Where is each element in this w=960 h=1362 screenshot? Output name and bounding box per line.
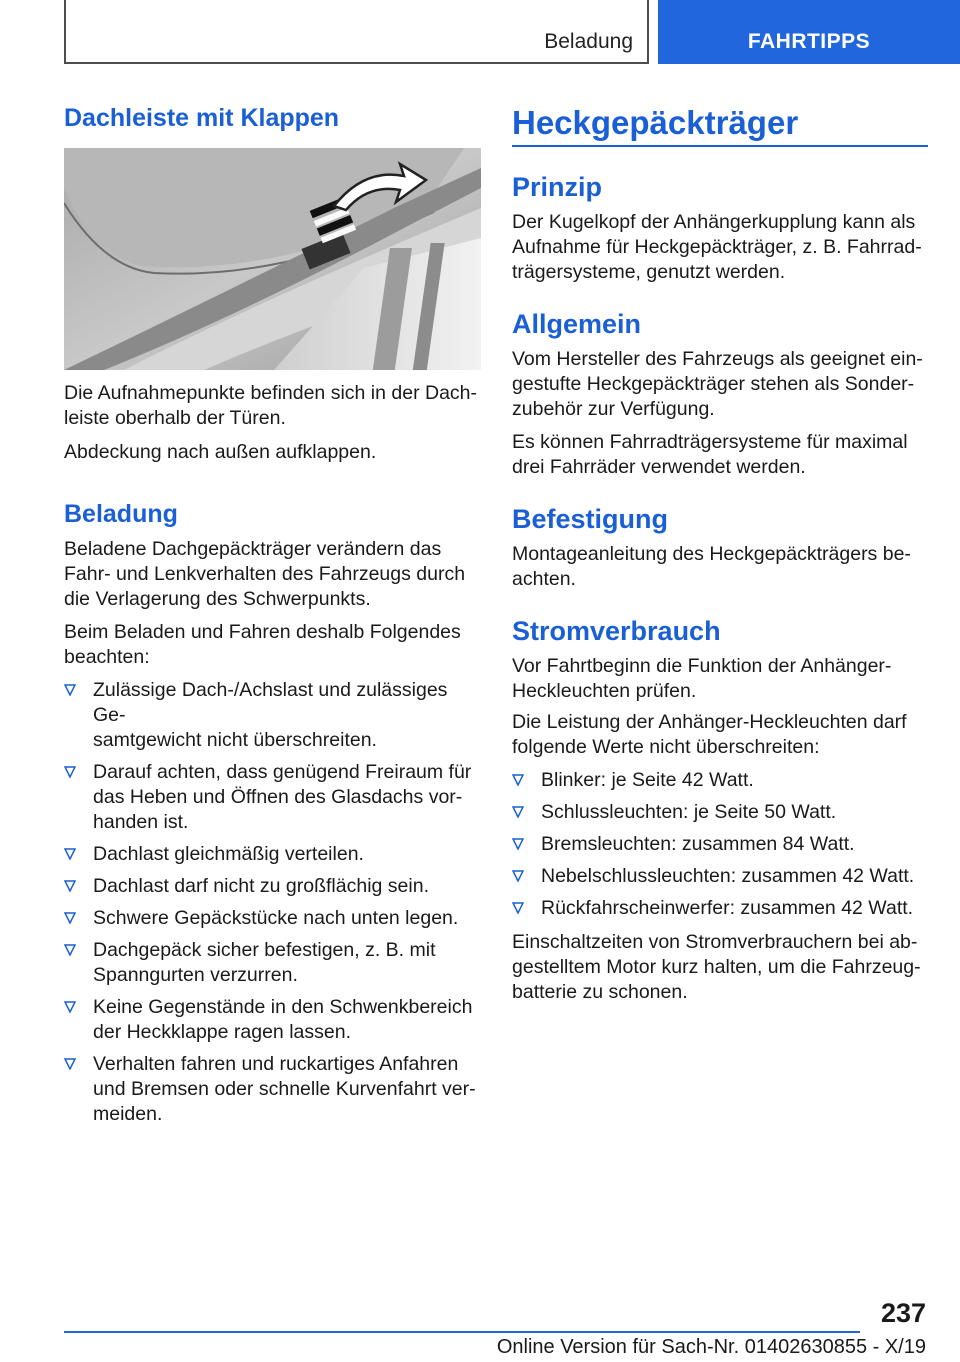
para-beim-beladen	[64, 620, 461, 670]
beladung-list	[64, 678, 484, 1134]
text-line: Rückfahrscheinwerfer: zusammen 42 Watt.	[541, 897, 914, 919]
text-line: trägersysteme, genutzt werden.	[512, 261, 786, 283]
triangle-bullet-icon	[64, 766, 76, 778]
triangle-bullet-icon	[512, 902, 524, 914]
text-line: Beim Beladen und Fahren deshalb Folgendes	[64, 621, 461, 643]
header-section-title: Beladung	[544, 30, 633, 53]
para-stromverbrauch	[512, 654, 891, 704]
heading-befestigung: Befestigung	[512, 504, 669, 534]
para-befestigung	[512, 542, 911, 592]
text-line: achten.	[512, 568, 576, 590]
text-line: Vom Hersteller des Fahrzeugs als geeignet ein-	[512, 348, 923, 370]
text-line: meiden.	[93, 1103, 163, 1125]
text-line: drei Fahrräder verwendet werden.	[512, 456, 806, 478]
text-line: Fahr- und Lenkverhalten des Fahrzeugs durch	[64, 563, 466, 585]
text-line: Vor Fahrtbeginn die Funktion der Anhänger-	[512, 655, 892, 677]
text-line: der Heckklappe ragen lassen.	[93, 1021, 351, 1043]
list-item	[512, 896, 930, 921]
header-section-box	[64, 0, 649, 64]
para-prinzip	[512, 210, 922, 285]
text-line: zubehör zur Verfügung.	[512, 398, 715, 420]
text-line: Schwere Gepäckstücke nach unten legen.	[93, 907, 459, 929]
text-line: Blinker: je Seite 42 Watt.	[541, 769, 754, 791]
text-line: Zulässige Dach-/Achslast und zulässiges Ge-	[93, 679, 448, 726]
para-aufnahmepunkte	[64, 381, 477, 431]
text-line: Keine Gegenstände in den Schwenkbereich	[93, 996, 473, 1018]
para-leistung	[512, 710, 907, 760]
text-line: und Bremsen oder schnelle Kurvenfahrt ver-	[93, 1078, 476, 1100]
heading-prinzip: Prinzip	[512, 172, 603, 202]
text-line: Dachgepäck sicher befestigen, z. B. mit	[93, 939, 436, 961]
text-line: folgende Werte nicht überschreiten:	[512, 736, 820, 758]
text-line: Verhalten fahren und ruckartiges Anfahren	[93, 1053, 459, 1075]
triangle-bullet-icon	[512, 838, 524, 850]
text-line: beachten:	[64, 646, 150, 668]
para-fahrradtraeger	[512, 430, 908, 480]
text-line: Die Leistung der Anhänger-Heckleuchten darf	[512, 711, 907, 733]
text-line: Spanngurten verzurren.	[93, 964, 298, 986]
footer-text: Online Version für Sach-Nr. 01402630855 - X/19	[496, 1336, 926, 1358]
list-item	[64, 842, 484, 867]
roof-rail-figure	[64, 148, 481, 370]
para-allgemein	[512, 347, 923, 422]
para-abdeckung: Abdeckung nach außen aufklappen.	[64, 441, 377, 463]
stromverbrauch-list	[512, 768, 930, 928]
text-line: gestelltem Motor kurz halten, um die Fahrzeug-	[512, 956, 921, 978]
list-item	[64, 906, 484, 931]
text-line: Schlussleuchten: je Seite 50 Watt.	[541, 801, 837, 823]
triangle-bullet-icon	[64, 944, 76, 956]
text-line: Es können Fahrradträgersysteme für maximal	[512, 431, 908, 453]
text-line: leiste oberhalb der Türen.	[64, 407, 286, 429]
text-line: Einschaltzeiten von Stromverbrauchern bei ab-	[512, 931, 918, 953]
text-line: Heckleuchten prüfen.	[512, 680, 697, 702]
triangle-bullet-icon	[64, 848, 76, 860]
text-line: Die Aufnahmepunkte befinden sich in der Dach-	[64, 382, 478, 404]
text-line: das Heben und Öffnen des Glasdachs vor-	[93, 786, 463, 808]
text-line: Bremsleuchten: zusammen 84 Watt.	[541, 833, 855, 855]
list-item	[64, 760, 484, 835]
header-chapter-tab: FAHRTIPPS	[658, 0, 960, 64]
text-line: Dachlast darf nicht zu großflächig sein.	[93, 875, 429, 897]
list-item	[64, 874, 484, 899]
list-item	[512, 800, 930, 825]
text-line: Montageanleitung des Heckgepäckträgers be-	[512, 543, 911, 565]
list-item	[64, 995, 484, 1045]
list-item	[512, 768, 930, 793]
triangle-bullet-icon	[512, 774, 524, 786]
text-line: Aufnahme für Heckgepäckträger, z. B. Fahrrad-	[512, 236, 922, 258]
para-einschaltzeiten	[512, 930, 921, 1005]
text-line: Darauf achten, dass genügend Freiraum für	[93, 761, 472, 783]
text-line: Beladene Dachgepäckträger verändern das	[64, 538, 442, 560]
triangle-bullet-icon	[64, 684, 76, 696]
heading-dachleiste: Dachleiste mit Klappen	[64, 104, 340, 132]
triangle-bullet-icon	[64, 1058, 76, 1070]
list-item	[512, 832, 930, 857]
text-line: die Verlagerung des Schwerpunkts.	[64, 588, 371, 610]
text-line: Nebelschlussleuchten: zusammen 42 Watt.	[541, 865, 915, 887]
list-item	[64, 678, 484, 753]
roof-rail-flap-icon	[64, 148, 481, 370]
heading-beladung: Beladung	[64, 500, 178, 528]
triangle-bullet-icon	[64, 912, 76, 924]
heading-rule	[512, 145, 928, 147]
footer-rule	[64, 1331, 860, 1333]
text-line: samtgewicht nicht überschreiten.	[93, 729, 377, 751]
triangle-bullet-icon	[64, 880, 76, 892]
triangle-bullet-icon	[512, 806, 524, 818]
text-line: Dachlast gleichmäßig verteilen.	[93, 843, 364, 865]
heading-heckgepaecktraeger: Heckgepäckträger	[512, 104, 799, 141]
list-item	[64, 938, 484, 988]
para-beladene	[64, 537, 465, 612]
heading-allgemein: Allgemein	[512, 309, 642, 339]
triangle-bullet-icon	[64, 1001, 76, 1013]
text-line: Der Kugelkopf der Anhängerkupplung kann als	[512, 211, 916, 233]
page-number: 237	[880, 1298, 926, 1328]
list-item	[512, 864, 930, 889]
triangle-bullet-icon	[512, 870, 524, 882]
text-line: batterie zu schonen.	[512, 981, 688, 1003]
heading-stromverbrauch: Stromverbrauch	[512, 616, 721, 646]
list-item	[64, 1052, 484, 1127]
text-line: handen ist.	[93, 811, 189, 833]
text-line: gestufte Heckgepäckträger stehen als Sonder-	[512, 373, 915, 395]
